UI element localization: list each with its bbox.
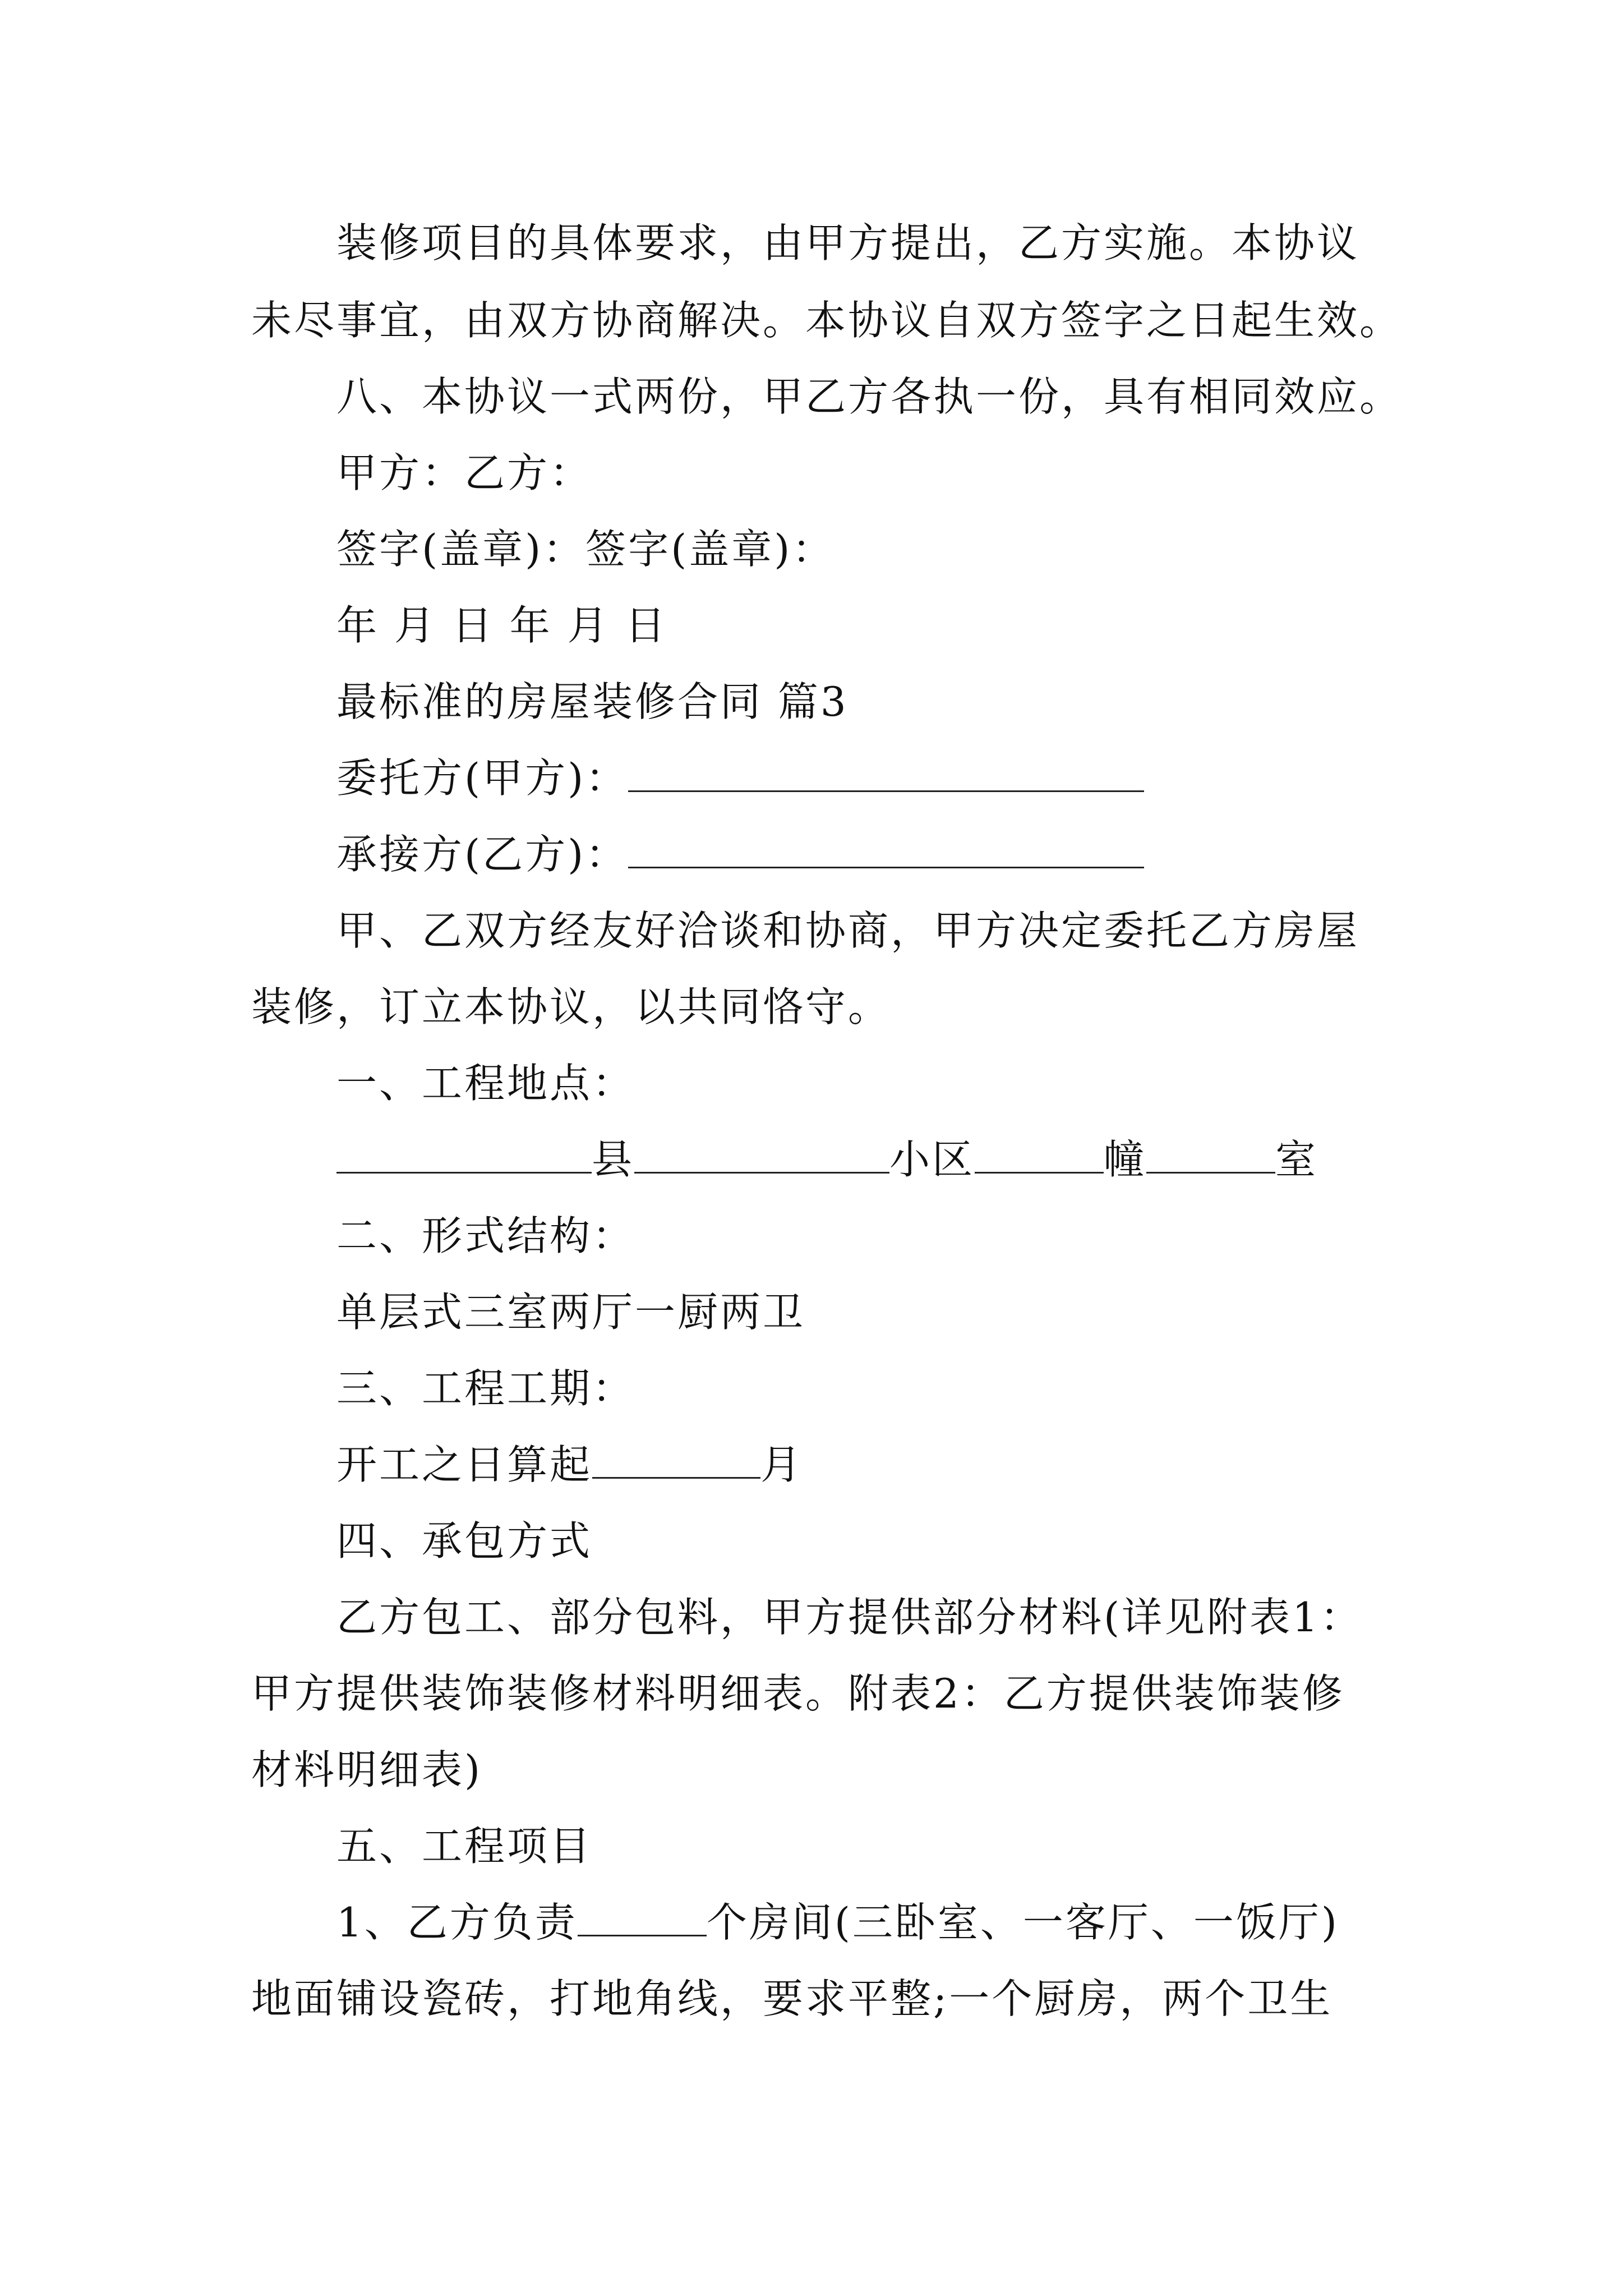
room-count-blank: [578, 1899, 707, 1936]
para-line: 地面铺设瓷砖，打地角线，要求平整;一个厨房，两个卫生: [251, 1975, 1333, 2022]
month-label: 月: [760, 1441, 804, 1488]
para-line: 材料明细表): [251, 1746, 483, 1793]
duration-row: [336, 1439, 803, 1490]
signature-labels: 签字(盖章)：签字(盖章)：: [336, 526, 835, 573]
para-line: 甲、乙双方经友好洽谈和协商，甲方决定委托乙方房屋: [336, 907, 1360, 954]
item-rooms: 个房间(三卧室、一客厅、一饭厅): [706, 1899, 1339, 1946]
county-blank: [336, 1136, 592, 1174]
heading-duration: 三、工程工期：: [336, 1365, 635, 1412]
contractor-row: [336, 829, 1144, 880]
county-label: 县: [592, 1136, 635, 1183]
heading-items: 五、工程项目: [336, 1823, 593, 1870]
heading-contract-mode: 四、承包方式: [336, 1517, 593, 1565]
para-line: 装修，订立本协议，以共同恪守。: [251, 983, 891, 1030]
item-label: 1、乙方负责: [336, 1899, 578, 1946]
para-line: 乙方包工、部分包料，甲方提供部分材料(详见附表1：: [336, 1594, 1363, 1641]
client-blank: [628, 754, 1144, 792]
para-line: 单层式三室两厅一厨两卫: [336, 1289, 806, 1336]
contractor-label: 承接方(乙方)：: [336, 831, 629, 878]
community-label: 小区: [889, 1136, 975, 1183]
address-row: [336, 1134, 1318, 1185]
para-line: 甲方提供装饰装修材料明细表。附表2：乙方提供装饰装修: [251, 1670, 1345, 1717]
duration-label: 开工之日算起: [336, 1441, 593, 1488]
building-label: 幢: [1104, 1136, 1147, 1183]
duration-blank: [592, 1441, 760, 1479]
section-title: 最标准的房屋装修合同 篇3: [336, 678, 849, 725]
para-line: 八、本协议一式两份，甲乙方各执一份，具有相同效应。: [336, 373, 1403, 420]
party-labels: 甲方：乙方：: [336, 449, 593, 496]
heading-location: 一、工程地点：: [336, 1060, 635, 1107]
heading-structure: 二、形式结构：: [336, 1212, 635, 1259]
date-labels: 年 月 日 年 月 日: [336, 602, 668, 649]
client-label: 委托方(甲方)：: [336, 754, 629, 802]
para-line: 装修项目的具体要求，由甲方提出，乙方实施。本协议: [336, 219, 1360, 266]
room-blank: [1146, 1136, 1275, 1174]
para-line: 未尽事宜，由双方协商解决。本协议自双方签字之日起生效。: [251, 297, 1403, 344]
contractor-blank: [628, 831, 1144, 868]
building-blank: [975, 1136, 1104, 1174]
room-label: 室: [1275, 1136, 1318, 1183]
client-row: [336, 753, 1144, 803]
item-row: [336, 1897, 1339, 1948]
community-blank: [634, 1136, 889, 1174]
